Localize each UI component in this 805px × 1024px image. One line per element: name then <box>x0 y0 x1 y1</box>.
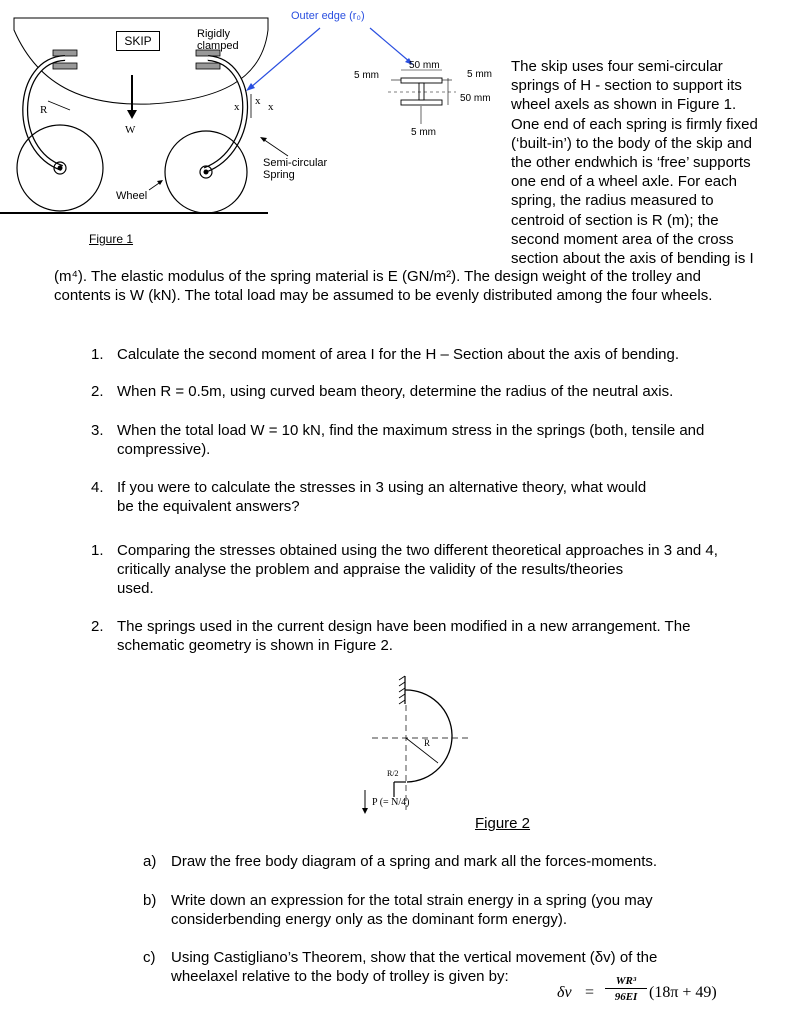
fig2-half-radius-label: R/2 <box>387 769 399 778</box>
fig2-radius-label: R <box>424 738 431 748</box>
hsection-flange-right: 5 mm <box>467 69 492 80</box>
section-mark-1: x <box>234 101 240 113</box>
intro-line: one end of a wheel axle. For each <box>511 173 737 191</box>
question-number: 1. <box>91 542 104 559</box>
intro-line: contents is W (kN). The total load may be assumed to be evenly distributed among the four wheels. <box>54 287 713 305</box>
spring-label-1: Semi-circular <box>263 157 328 169</box>
rigidly-clamped-label-1: Rigidly <box>197 28 231 40</box>
question-number: 4. <box>91 479 104 496</box>
subpart-line: Write down an expression for the total strain energy in a spring (you may <box>171 892 653 909</box>
subpart-line: wheelaxel relative to the body of trolley is given by: <box>171 968 509 985</box>
question-line: When the total load W = 10 kN, find the maximum stress in the springs (both, tensile and <box>117 422 705 439</box>
subpart-text <box>171 891 653 929</box>
question-number: 2. <box>91 618 104 635</box>
radius-r-label: R <box>40 104 48 116</box>
intro-line: springs of H - section to support its <box>511 77 742 95</box>
fig2-load-label: P (= N/4) <box>372 797 410 808</box>
question-line: schematic geometry is shown in Figure 2. <box>117 637 393 654</box>
hsection-flange-left: 5 mm <box>354 70 379 81</box>
intro-line: centroid of section is R (m); the <box>511 211 719 229</box>
wheel-label: Wheel <box>116 190 148 202</box>
load-w-label: W <box>125 124 136 136</box>
skip-label: SKIP <box>116 31 160 51</box>
section-mark-3: x <box>268 101 274 113</box>
rigidly-clamped-label-2: clamped <box>197 40 239 52</box>
question-line: The springs used in the current design have been modified in a new arrangement. The <box>117 618 691 635</box>
intro-line: wheel axels as shown in Figure 1. <box>511 96 737 114</box>
formula-lhs: δv <box>557 984 572 1001</box>
question-number: 3. <box>91 422 104 439</box>
subpart-letter: a) <box>143 853 157 870</box>
question-text: Calculate the second moment of area I for the H – Section about the axis of bending. <box>117 346 680 363</box>
question-line: compressive). <box>117 441 211 458</box>
subpart-text: Draw the free body diagram of a spring and mark all the forces-moments. <box>171 853 658 870</box>
question-line: be the equivalent answers? <box>117 498 300 515</box>
figure-2-caption: Figure 2 <box>475 815 531 832</box>
intro-line: the other endwhich is ‘free’ supports <box>511 154 751 172</box>
subpart-line: considerbending energy only as the dominant form energy). <box>171 911 568 928</box>
deflection-formula <box>557 974 757 1014</box>
formula-equals: = <box>585 984 595 1001</box>
hsection-web: 5 mm <box>411 127 436 138</box>
question-line: Comparing the stresses obtained using the two different theoretical approaches in 3 and 4, <box>117 542 718 559</box>
intro-line: One end of each spring is firmly fixed <box>511 115 758 133</box>
subpart-b <box>143 891 793 931</box>
intro-line: The skip uses four semi-circular <box>511 58 723 75</box>
hsection-top-width: 50 mm <box>409 60 440 71</box>
question-line: critically analyse the problem and appraise the validity of the results/theories <box>117 561 624 578</box>
intro-line: (m⁴). The elastic modulus of the spring material is E (GN/m²). The design weight of the trolley and <box>54 268 701 285</box>
outer-edge-label: Outer edge (r₀) <box>291 10 365 22</box>
formula-denominator: 96EI <box>614 991 638 1003</box>
question-line: If you were to calculate the stresses in 3 using an alternative theory, what would <box>117 479 647 496</box>
intro-line: second moment area of the cross <box>511 230 734 248</box>
intro-line: (‘built-in’) to the body of the skip and <box>511 134 752 152</box>
question-line: used. <box>117 580 154 597</box>
intro-line: section about the axis of bending is I <box>511 250 754 268</box>
figure-1-caption: Figure 1 <box>89 232 134 246</box>
subpart-line: Using Castigliano’s Theorem, show that the vertical movement (δv) of the <box>171 949 658 966</box>
section-mark-2: x <box>255 95 261 107</box>
question-number: 1. <box>91 346 104 363</box>
formula-numerator: WR³ <box>605 974 647 989</box>
question-text: When R = 0.5m, using curved beam theory, determine the radius of the neutral axis. <box>117 383 674 400</box>
hsection-depth: 50 mm <box>460 93 491 104</box>
question-number: 2. <box>91 383 104 400</box>
subpart-letter: c) <box>143 949 156 966</box>
subpart-letter: b) <box>143 892 157 909</box>
formula-factor: (18π + 49) <box>649 984 717 1001</box>
intro-line: spring, the radius measured to <box>511 192 714 210</box>
spring-label-2: Spring <box>263 169 295 181</box>
